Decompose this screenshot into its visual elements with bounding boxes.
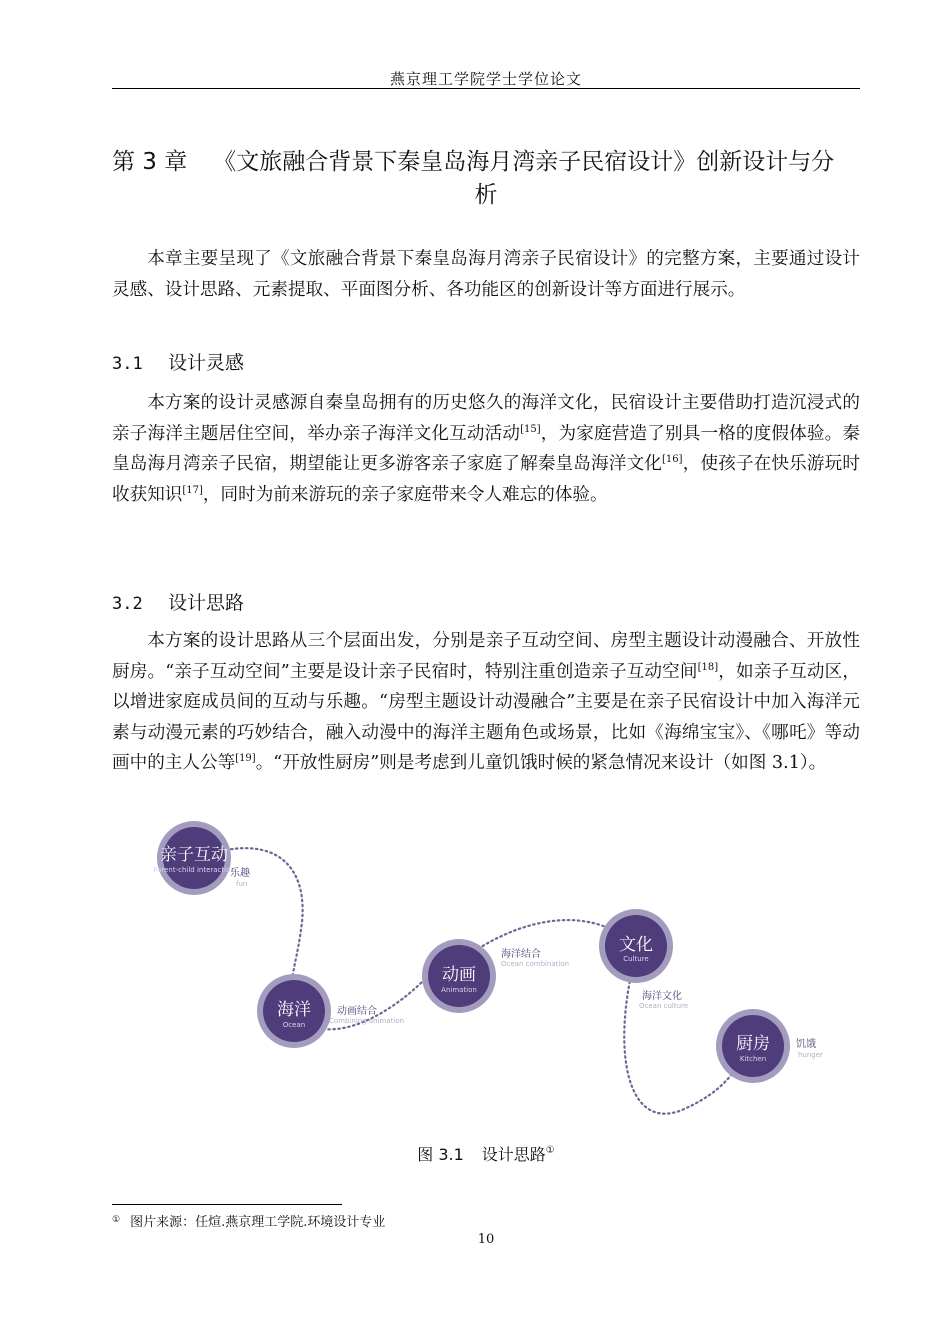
node-circles [157, 821, 790, 1083]
caption-footnote-mark: ① [545, 1145, 555, 1156]
text-run: ，如亲子互动区，以增进家庭成员间的互动与乐趣。“房型主题设计动漫融合”主要是在亲子民宿设计中加入海洋元素与动漫元素的巧妙结合，融入动漫中的海洋主题角色或场景，比如《海绵宝宝》、《哪吒》等动画中的主人公等 [112, 661, 860, 773]
caption-text: 设计思路 [481, 1145, 546, 1164]
chapter-title-text: 《文旅融合背景下秦皇岛海月湾亲子民宿设计》创新设计与分 [213, 149, 835, 175]
text-run: ，为家庭营造了别具一格的度假体验。秦皇岛海月湾亲子民宿，期望能让更多游客亲子家庭了解秦皇岛海洋文化 [112, 423, 860, 474]
section-number: 3.1 [112, 354, 143, 374]
citation: [15] [520, 423, 541, 435]
link-label-en: Ocean culture [639, 1002, 689, 1010]
design-concept-figure [112, 812, 860, 1132]
section-number: 3.2 [112, 594, 143, 614]
citation: [17] [182, 484, 203, 496]
link-label-en: Ocean combination [501, 960, 570, 968]
link-label-cn: 海洋文化 [642, 991, 682, 1002]
citation: [18] [697, 661, 719, 673]
node-label-cn: 亲子互动 [160, 845, 228, 865]
text-run: 本方案的设计思路从三个层面出发，分别是亲子互动空间、房型主题设计动漫融合、开放性厨房。“亲子互动空间”主要是设计亲子民宿时，特别注重创造亲子互动空间 [112, 631, 860, 682]
link-label-cn: 饥饿 [796, 1039, 816, 1050]
section-heading-3-1 [112, 348, 244, 375]
section-title: 设计灵感 [168, 352, 245, 374]
link-label-en: Combining animation [329, 1017, 405, 1025]
link-label-cn: 乐趣 [230, 868, 250, 879]
concept-paragraph [112, 626, 860, 779]
link-label-en: hunger [798, 1051, 823, 1059]
footnote-mark: ① [112, 1215, 121, 1225]
node-label-cn: 厨房 [736, 1034, 770, 1054]
text-run: 。“开放性厨房”则是考虑到儿童饥饿时候的紧急情况来设计（如图 3.1）。 [255, 753, 827, 773]
text-run: ，使孩子在快乐游玩时收获知识 [112, 454, 860, 505]
section-heading-3-2 [112, 588, 244, 615]
node-label-en: Culture [623, 955, 649, 963]
section-title: 设计思路 [168, 592, 245, 614]
node-label-en: Parent-child interaction [153, 866, 235, 874]
node-label-cn: 动画 [442, 965, 476, 985]
chapter-title-line2: 析 [474, 182, 498, 208]
footnote [112, 1211, 385, 1230]
footnote-text: 图片来源：任煊.燕京理工学院.环境设计专业 [130, 1215, 386, 1230]
inspiration-paragraph [112, 388, 860, 510]
intro-paragraph: 本章主要呈现了《文旅融合背景下秦皇岛海月湾亲子民宿设计》的完整方案，主要通过设计灵感、设计思路、元素提取、平面图分析、各功能区的创新设计等方面进行展示。 [112, 249, 860, 300]
text-run: 本方案的设计灵感源自秦皇岛拥有的历史悠久的海洋文化，民宿设计主要借助打造沉浸式的亲子海洋主题居住空间，举办亲子海洋文化互动活动 [112, 393, 860, 444]
running-header: 燕京理工学院学士学位论文 [389, 70, 582, 88]
page-number: 10 [477, 1232, 495, 1247]
chapter-title [112, 146, 860, 212]
node-label-en: Kitchen [739, 1055, 767, 1063]
figure-caption [112, 1142, 860, 1165]
node-label-cn: 海洋 [277, 1000, 311, 1020]
chapter-title-line1 [112, 146, 860, 179]
header-rule [112, 88, 860, 89]
caption-label: 图 3.1 [417, 1145, 464, 1164]
node-label-cn: 文化 [619, 935, 653, 955]
citation: [19] [235, 753, 256, 764]
link-label-cn: 海洋结合 [501, 949, 541, 960]
text-run: ，同时为前来游玩的亲子家庭带来令人难忘的体验。 [202, 484, 608, 505]
node-label-en: Ocean [282, 1021, 306, 1029]
link-label-en: fun [236, 880, 248, 888]
link-label-cn: 动画结合 [337, 1006, 377, 1017]
citation: [16] [662, 454, 683, 465]
node-label-en: Animation [441, 986, 477, 994]
concept-diagram [112, 812, 860, 1132]
footnote-rule [112, 1204, 342, 1205]
chapter-number: 第 3 章 [112, 149, 188, 175]
